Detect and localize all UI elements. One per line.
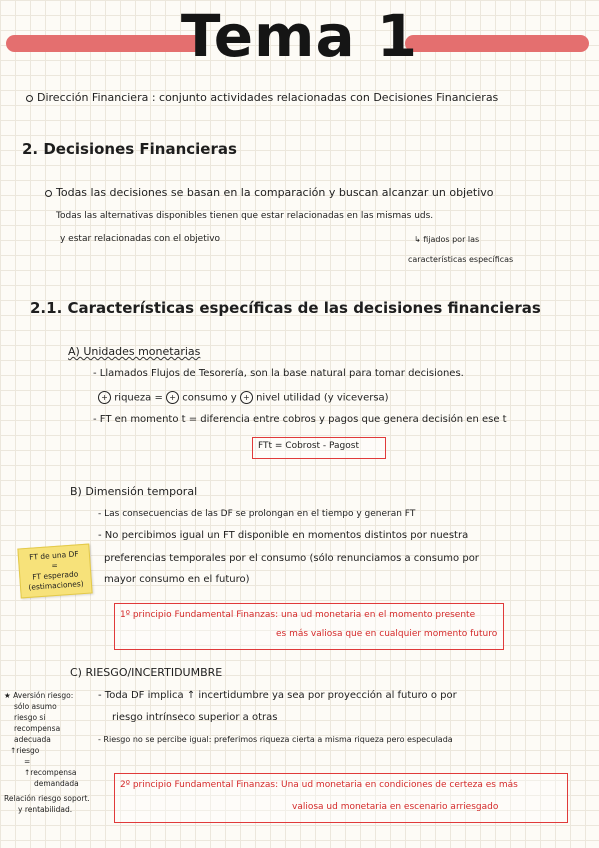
- subsection-c-line-1: - Toda DF implica ↑ incertidumbre ya sea por proyección al futuro o por: [98, 690, 457, 701]
- subsection-b-line-2: - No percibimos igual un FT disponible en momentos distintos por nuestra: [98, 530, 469, 541]
- section-2-line-1-text: Todas las decisiones se basan en la comparación y buscan alcanzar un objetivo: [56, 186, 494, 199]
- subsection-a-line-2: [98, 391, 389, 404]
- sticky-line-1: FT de una DF: [28, 549, 79, 562]
- principle-1-line-1: 1º principio Fundamental Finanzas: una ud monetaria en el momento presente: [120, 610, 476, 620]
- consumo-text: consumo y: [182, 392, 237, 404]
- subsection-b-title: B) Dimensión temporal: [70, 485, 198, 498]
- side-note-line: demandada: [34, 779, 79, 788]
- side-note-line: =: [24, 757, 31, 766]
- sticky-line-3: FT esperado: [32, 569, 79, 582]
- bullet-icon: [26, 95, 33, 102]
- sticky-note: [17, 544, 92, 599]
- plus-circle-icon: +: [166, 391, 179, 404]
- subsection-b-line-3: preferencias temporales por el consumo (sólo renunciamos a consumo por: [104, 553, 479, 564]
- plus-circle-icon: +: [240, 391, 253, 404]
- subsection-b-line-1: - Las consecuencias de las DF se prolongan en el tiempo y generan FT: [98, 509, 416, 519]
- subsection-c-title: C) RIESGO/INCERTIDUMBRE: [70, 666, 223, 679]
- side-note-line: Relación riesgo soport.: [4, 794, 90, 803]
- subsection-a-title: [68, 345, 200, 358]
- section-2-line-3: y estar relacionadas con el objetivo: [60, 234, 221, 244]
- riqueza-text: riqueza =: [114, 392, 163, 404]
- side-note-line: ↑riesgo: [10, 746, 40, 755]
- section-2-note-1: ↳ fijados por las: [414, 235, 480, 244]
- subsection-a-line-3: - FT en momento t = diferencia entre cobros y pagos que genera decisión en ese t: [93, 414, 507, 425]
- subsection-b-line-4: mayor consumo en el futuro): [104, 574, 250, 585]
- intro-text: Dirección Financiera : conjunto actividades relacionadas con Decisiones Financieras: [37, 91, 499, 104]
- principle-2-line-2: valiosa ud monetaria en escenario arriesgado: [292, 802, 499, 812]
- section-21-heading: 2.1. Características específicas de las decisiones financieras: [30, 299, 541, 317]
- side-note-line: ↑recompensa: [24, 768, 77, 777]
- subsection-c-line-2: riesgo intrínseco superior a otras: [112, 712, 278, 723]
- bullet-icon: [45, 190, 52, 197]
- intro-line: [26, 91, 498, 104]
- nivel-text: nivel utilidad (y viceversa): [256, 392, 389, 404]
- sticky-line-4: (estimaciones): [28, 579, 84, 592]
- plus-circle-icon: +: [98, 391, 111, 404]
- principle-1-line-2: es más valiosa que en cualquier momento futuro: [276, 629, 498, 639]
- section-2-note-2: características específicas: [408, 255, 514, 264]
- side-note-line: ★ Aversión riesgo:: [4, 691, 74, 700]
- subsection-a-line-1: - Llamados Flujos de Tesorería, son la base natural para tomar decisiones.: [93, 368, 464, 379]
- side-note-line: recompensa: [14, 724, 61, 733]
- principle-2-line-1: 2º principio Fundamental Finanzas: Una ud monetaria en condiciones de certeza es más: [120, 780, 518, 790]
- side-note-line: y rentabilidad.: [18, 805, 73, 814]
- subsection-a-title-text: A) Unidades monetarias: [68, 345, 201, 358]
- section-2-heading: 2. Decisiones Financieras: [22, 140, 237, 158]
- section-2-line-2: Todas las alternativas disponibles tienen que estar relacionadas en las mismas uds.: [56, 211, 434, 221]
- section-2-line-1: [45, 186, 494, 199]
- formula-text: FTt = Cobrost - Pagost: [258, 441, 359, 451]
- side-note: [4, 690, 104, 815]
- side-note-line: sólo asumo: [14, 702, 57, 711]
- sticky-line-2: =: [51, 560, 59, 571]
- side-note-line: adecuada: [14, 735, 51, 744]
- subsection-c-line-3: - Riesgo no se percibe igual: preferimos riqueza cierta a misma riqueza pero especulada: [98, 735, 453, 744]
- page-title: Tema 1: [180, 2, 419, 70]
- side-note-line: riesgo si: [14, 713, 46, 722]
